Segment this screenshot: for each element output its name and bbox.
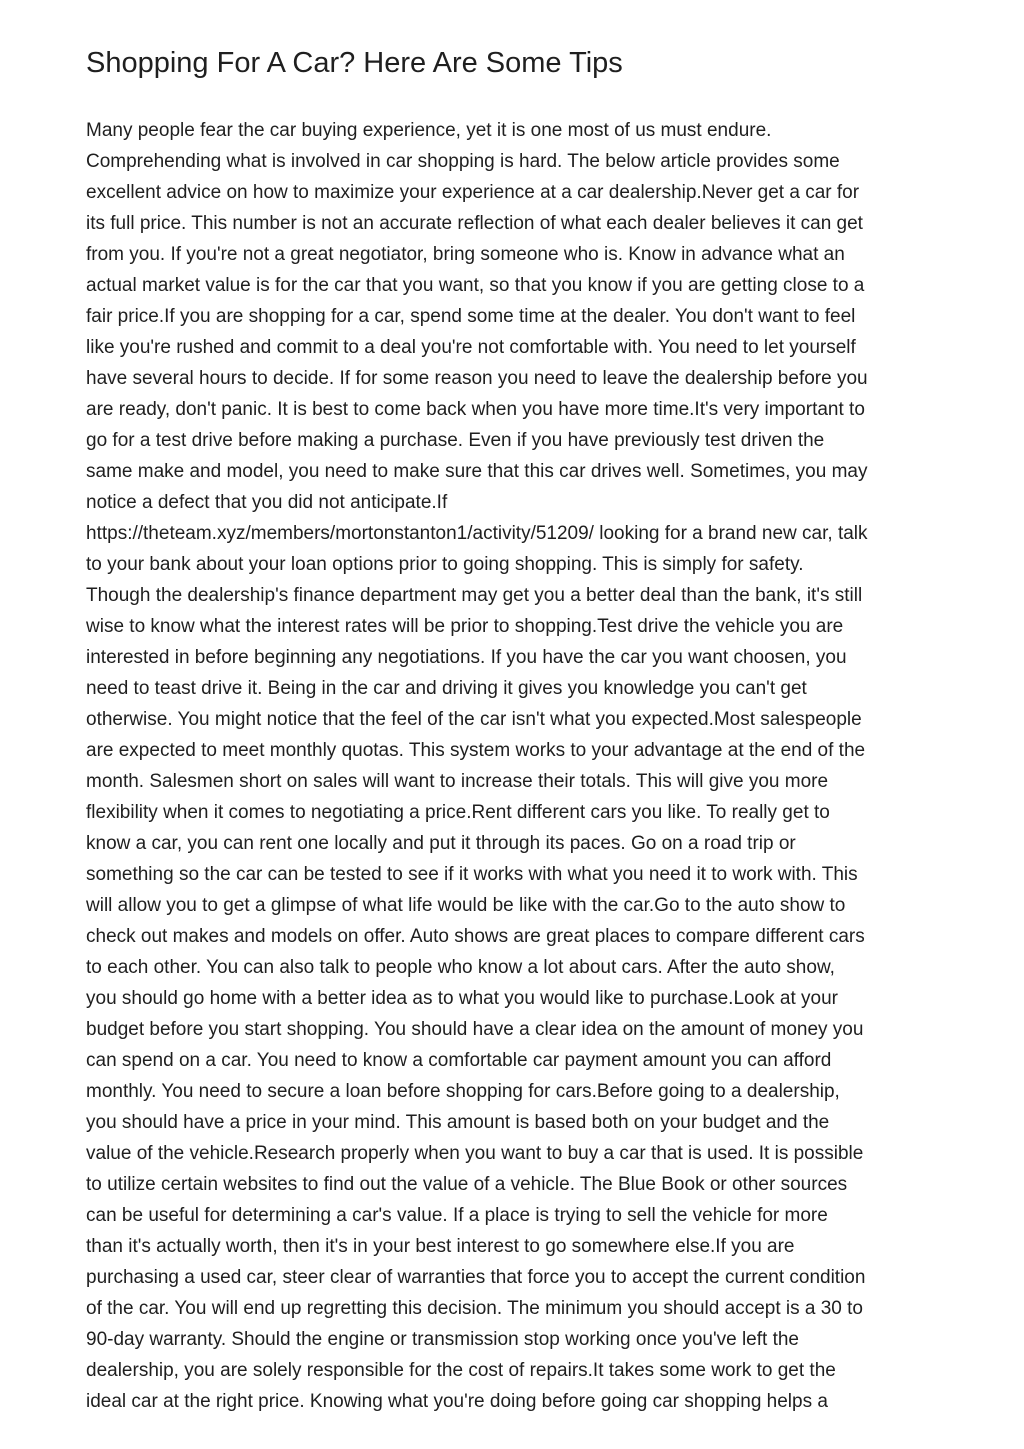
article-line: Though the dealership's finance department may get you a better deal than the bank, it's still [86, 585, 863, 606]
article-line: will allow you to get a glimpse of what life would be like with the car.Go to the auto show to [86, 895, 846, 916]
article-line: can spend on a car. You need to know a comfortable car payment amount you can afford [86, 1050, 832, 1071]
article-line: you should go home with a better idea as to what you would like to purchase.Look at your [86, 988, 839, 1009]
article-body [86, 115, 946, 1417]
article-line: 90-day warranty. Should the engine or transmission stop working once you've left the [86, 1329, 800, 1350]
article-line: like you're rushed and commit to a deal you're not comfortable with. You need to let yourself [86, 337, 856, 358]
article-line: interested in before beginning any negotiations. If you have the car you want choosen, you [86, 647, 847, 668]
article-line: notice a defect that you did not anticipate.If [86, 492, 448, 513]
article-line: same make and model, you need to make sure that this car drives well. Sometimes, you may [86, 461, 868, 482]
article-line: to each other. You can also talk to people who know a lot about cars. After the auto show, [86, 957, 835, 978]
article-line: know a car, you can rent one locally and put it through its paces. Go on a road trip or [86, 833, 796, 854]
article-line: go for a test drive before making a purchase. Even if you have previously test driven the [86, 430, 825, 451]
article-line: have several hours to decide. If for some reason you need to leave the dealership before you [86, 368, 868, 389]
article-line: wise to know what the interest rates will be prior to shopping.Test drive the vehicle you are [86, 616, 844, 637]
article-line: fair price.If you are shopping for a car, spend some time at the dealer. You don't want to feel [86, 306, 856, 327]
article-line: ideal car at the right price. Knowing what you're doing before going car shopping helps a [86, 1391, 828, 1412]
article-line: are ready, don't panic. It is best to come back when you have more time.It's very important to [86, 399, 865, 420]
article-line: value of the vehicle.Research properly when you want to buy a car that is used. It is possible [86, 1143, 864, 1164]
article-line: something so the car can be tested to see if it works with what you need it to work with. This [86, 864, 858, 885]
article-line: budget before you start shopping. You should have a clear idea on the amount of money you [86, 1019, 864, 1040]
article-line: Comprehending what is involved in car shopping is hard. The below article provides some [86, 151, 840, 172]
article-line: monthly. You need to secure a loan before shopping for cars.Before going to a dealership, [86, 1081, 840, 1102]
article-line: flexibility when it comes to negotiating a price.Rent different cars you like. To really get to [86, 802, 830, 823]
page-title: Shopping For A Car? Here Are Some Tips [86, 47, 623, 79]
article-line: Many people fear the car buying experience, yet it is one most of us must endure. [86, 120, 772, 141]
article-line: https://theteam.xyz/members/mortonstanton1/activity/51209/ looking for a brand new car, talk [86, 523, 868, 544]
article-line: month. Salesmen short on sales will want to increase their totals. This will give you more [86, 771, 829, 792]
article-line: are expected to meet monthly quotas. This system works to your advantage at the end of the [86, 740, 866, 761]
article-line: its full price. This number is not an accurate reflection of what each dealer believes it can get [86, 213, 863, 234]
article-line: check out makes and models on offer. Auto shows are great places to compare different cars [86, 926, 865, 947]
article-line: purchasing a used car, steer clear of warranties that force you to accept the current condition [86, 1267, 866, 1288]
article-line: than it's actually worth, then it's in your best interest to go somewhere else.If you are [86, 1236, 795, 1257]
article-line: from you. If you're not a great negotiator, bring someone who is. Know in advance what an [86, 244, 845, 265]
article-line: actual market value is for the car that you want, so that you know if you are getting close to a [86, 275, 865, 296]
article-line: of the car. You will end up regretting this decision. The minimum you should accept is a 30 to [86, 1298, 863, 1319]
article-line: excellent advice on how to maximize your experience at a car dealership.Never get a car for [86, 182, 860, 203]
article-line: need to teast drive it. Being in the car and driving it gives you knowledge you can't get [86, 678, 807, 699]
article-line: to utilize certain websites to find out the value of a vehicle. The Blue Book or other sources [86, 1174, 848, 1195]
article-line: dealership, you are solely responsible for the cost of repairs.It takes some work to get the [86, 1360, 836, 1381]
article-line: can be useful for determining a car's value. If a place is trying to sell the vehicle for more [86, 1205, 828, 1226]
article-line: otherwise. You might notice that the feel of the car isn't what you expected.Most salespeople [86, 709, 862, 730]
article-line: to your bank about your loan options prior to going shopping. This is simply for safety. [86, 554, 804, 575]
article-line: you should have a price in your mind. This amount is based both on your budget and the [86, 1112, 830, 1133]
